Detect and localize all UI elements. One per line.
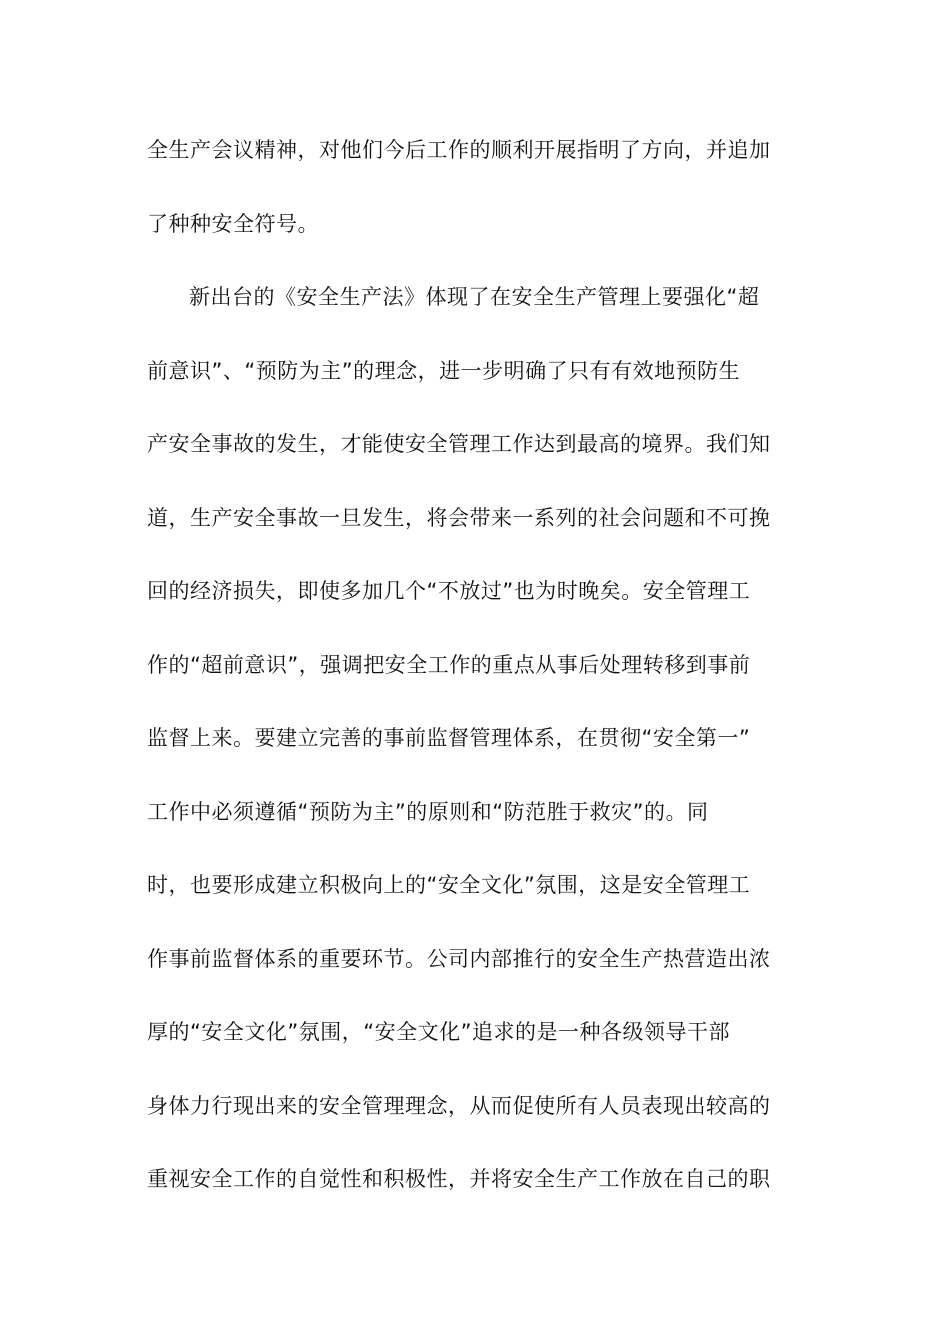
text-line: 了种种安全符号。 xyxy=(147,211,319,236)
text-line: 新出台的《安全生产法》体现了在安全生产管理上要强化“超 xyxy=(189,285,760,309)
text-line: 回的经济损失，即使多加几个“不放过”也为时晚矣。安全管理工 xyxy=(147,579,751,603)
text-line: 前意识”、“预防为主”的理念，进一步明确了只有有效地预防生 xyxy=(147,358,741,383)
text-line: 产安全事故的发生，才能使安全管理工作达到最高的境界。我们知 xyxy=(147,432,771,456)
text-line: 重视安全工作的自觉性和积极性，并将安全生产工作放在自己的职 xyxy=(147,1167,771,1191)
text-line: 工作中必须遵循“预防为主”的原则和“防范胜于救灾”的。同 xyxy=(147,799,709,824)
text-line: 作的“超前意识”，强调把安全工作的重点从事后处理转移到事前 xyxy=(147,652,751,677)
text-line: 时，也要形成建立积极向上的“安全文化”氛围，这是安全管理工 xyxy=(147,873,751,897)
body-text xyxy=(147,124,807,1227)
text-line: 道，生产安全事故一旦发生，将会带来一系列的社会问题和不可挽 xyxy=(147,505,771,530)
text-line: 厚的“安全文化”氛围，“安全文化”追求的是一种各级领导干部 xyxy=(147,1020,731,1044)
text-line: 作事前监督体系的重要环节。公司内部推行的安全生产热营造出浓 xyxy=(147,946,771,971)
text-line: 监督上来。要建立完善的事前监督管理体系，在贯彻“安全第一” xyxy=(147,726,751,750)
text-line: 全生产会议精神，对他们今后工作的顺利开展指明了方向，并追加 xyxy=(147,138,771,162)
text-line: 身体力行现出来的安全管理理念，从而促使所有人员表现出较高的 xyxy=(147,1093,771,1118)
